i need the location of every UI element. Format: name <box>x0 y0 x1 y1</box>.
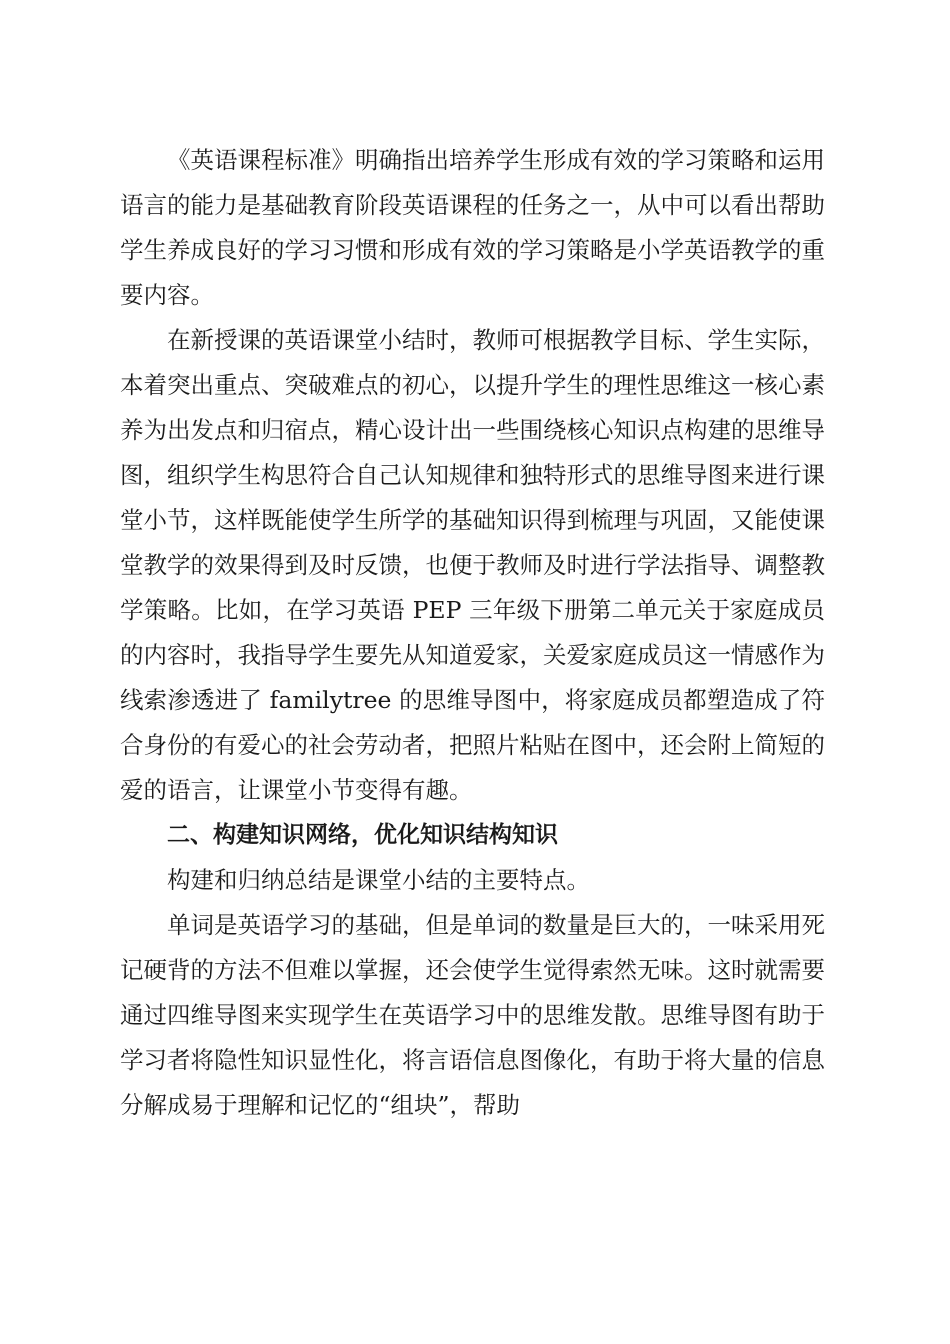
paragraph-mind-map-summary: 在新授课的英语课堂小结时，教师可根据教学目标、学生实际，本着突出重点、突破难点的初心，以提升学生的理性思维这一核心素养为出发点和归宿点，精心设计出一些围绕核心知识点构建的思维导图，组织学生构思符合自己认知规律和独特形式的思维导图来进行课堂小节，这样既能使学生所学的基础知识得到梳理与巩固，又能使课堂教学的效果得到及时反馈，也便于教师及时进行学法指导、调整教学策略。比如，在学习英语 PEP 三年级下册第二单元关于家庭成员的内容时，我指导学生要先从知道爱家，关爱家庭成员这一情感作为线索渗透进了 familytree 的思维导图中，将家庭成员都塑造成了符合身份的有爱心的社会劳动者，把照片粘贴在图中，还会附上简短的爱的语言，让课堂小节变得有趣。 <box>120 326 825 804</box>
paragraph-summary-features: 构建和归纳总结是课堂小结的主要特点。 <box>167 866 590 894</box>
paragraph-vocabulary: 单词是英语学习的基础，但是单词的数量是巨大的，一味采用死记硬背的方法不但难以掌握，还会使学生觉得索然无味。这时就需要通过四维导图来实现学生在英语学习中的思维发散。思维导图有助于学习者将隐性知识显性化，将言语信息图像化，有助于将大量的信息分解成易于理解和记忆的“组块”，帮助 <box>120 911 825 1119</box>
document-page <box>120 138 825 1128</box>
section-heading: 二、构建知识网络，优化知识结构知识 <box>167 822 558 848</box>
paragraph-curriculum-standard: 《英语课程标准》明确指出培养学生形成有效的学习策略和运用语言的能力是基础教育阶段英语课程的任务之一，从中可以看出帮助学生养成良好的学习习惯和形成有效的学习策略是小学英语教学的重要内容。 <box>120 146 825 309</box>
